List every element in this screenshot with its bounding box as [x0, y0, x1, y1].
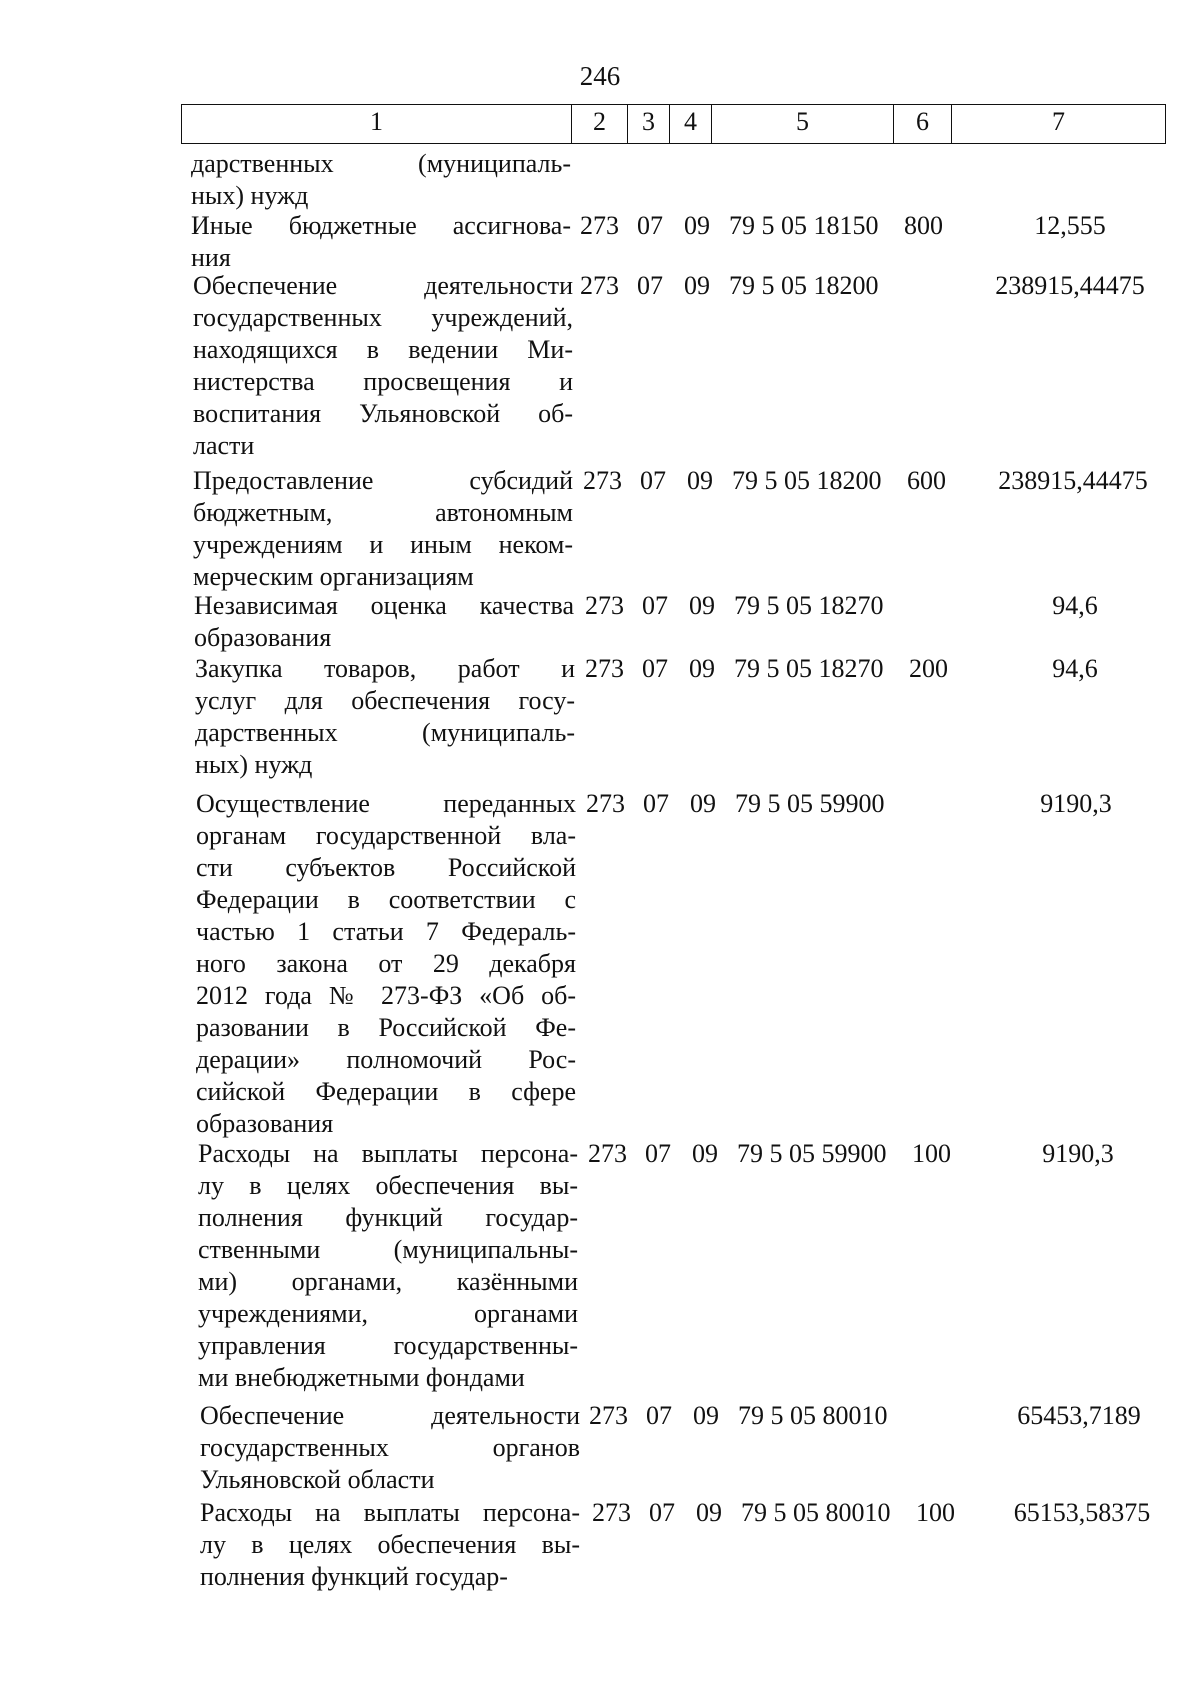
description-line: мерческим организациям: [193, 562, 474, 591]
cell-section-code: 07: [637, 211, 663, 240]
cell-section-code: 07: [649, 1498, 675, 1527]
cell-section-code: 07: [642, 591, 668, 620]
cell-ministry-code: 273: [580, 271, 619, 300]
description-line: 2012 года № 273-ФЗ «Об об-: [196, 981, 576, 1010]
cell-subsection-code: 09: [684, 271, 710, 300]
description-line: учреждениями, органами: [198, 1299, 578, 1328]
description-line: дарственных (муниципаль-: [191, 149, 571, 178]
cell-target-article: 79 5 05 18200: [732, 466, 882, 495]
description-line: Предоставление субсидий: [193, 466, 573, 495]
cell-subsection-code: 09: [687, 466, 713, 495]
description-line: дарственных (муниципаль-: [195, 718, 575, 747]
description-line: сти субъектов Российской: [196, 853, 576, 882]
description-line: образования: [196, 1109, 334, 1138]
cell-subsection-code: 09: [696, 1498, 722, 1527]
cell-target-article: 79 5 05 18200: [729, 271, 879, 300]
cell-target-article: 79 5 05 80010: [738, 1401, 888, 1430]
description-line: органам государственной вла-: [196, 821, 576, 850]
description-line: ных) нужд: [195, 750, 313, 779]
row-description: [196, 788, 576, 1140]
column-header-1: 1: [182, 105, 572, 144]
cell-expense-type: 800: [904, 211, 943, 240]
row-description: [200, 1400, 580, 1496]
row-description: [195, 653, 575, 781]
cell-amount: 94,6: [1052, 654, 1098, 683]
description-line: государственных органов: [200, 1433, 580, 1462]
cell-ministry-code: 273: [588, 1139, 627, 1168]
cell-ministry-code: 273: [592, 1498, 631, 1527]
description-line: Закупка товаров, работ и: [195, 654, 575, 683]
description-line: ми внебюджетными фондами: [198, 1363, 525, 1392]
description-line: Обеспечение деятельности: [193, 271, 573, 300]
row-description: [194, 590, 574, 654]
cell-expense-type: 600: [907, 466, 946, 495]
column-header-4: 4: [670, 105, 712, 144]
cell-target-article: 79 5 05 80010: [741, 1498, 891, 1527]
cell-subsection-code: 09: [692, 1139, 718, 1168]
row-description: [193, 465, 573, 593]
description-line: находящихся в ведении Ми-: [193, 335, 573, 364]
cell-section-code: 07: [637, 271, 663, 300]
cell-section-code: 07: [646, 1401, 672, 1430]
row-description: [200, 1497, 580, 1593]
cell-expense-type: 100: [916, 1498, 955, 1527]
description-line: учреждениям и иным неком-: [193, 530, 573, 559]
cell-section-code: 07: [640, 466, 666, 495]
cell-section-code: 07: [642, 654, 668, 683]
description-line: ми) органами, казёнными: [198, 1267, 578, 1296]
cell-amount: 12,555: [1034, 211, 1106, 240]
description-line: Федерации в соответствии с: [196, 885, 576, 914]
row-description: [191, 210, 571, 274]
cell-amount: 238915,44475: [995, 271, 1145, 300]
description-line: образования: [194, 623, 332, 652]
description-line: разовании в Российской Фе-: [196, 1013, 576, 1042]
column-header-5: 5: [712, 105, 894, 144]
description-line: ния: [191, 243, 231, 272]
cell-subsection-code: 09: [693, 1401, 719, 1430]
description-line: услуг для обеспечения госу-: [195, 686, 575, 715]
description-line: нистерства просвещения и: [193, 367, 573, 396]
description-line: Расходы на выплаты персона-: [200, 1498, 580, 1527]
description-line: полнения функций государ-: [200, 1562, 508, 1591]
column-header-3: 3: [628, 105, 670, 144]
description-line: воспитания Ульяновской об-: [193, 399, 573, 428]
column-header-6: 6: [894, 105, 952, 144]
cell-section-code: 07: [645, 1139, 671, 1168]
cell-ministry-code: 273: [583, 466, 622, 495]
cell-amount: 94,6: [1052, 591, 1098, 620]
cell-subsection-code: 09: [689, 591, 715, 620]
description-line: государственных учреждений,: [193, 303, 573, 332]
description-line: частью 1 статьи 7 Федераль-: [196, 917, 576, 946]
description-line: Обеспечение деятельности: [200, 1401, 580, 1430]
description-line: сийской Федерации в сфере: [196, 1077, 576, 1106]
cell-target-article: 79 5 05 18150: [729, 211, 879, 240]
cell-expense-type: 100: [912, 1139, 951, 1168]
cell-target-article: 79 5 05 59900: [735, 789, 885, 818]
description-line: лу в целях обеспечения вы-: [200, 1530, 580, 1559]
cell-ministry-code: 273: [585, 654, 624, 683]
cell-target-article: 79 5 05 18270: [734, 654, 884, 683]
description-line: ласти: [193, 431, 255, 460]
cell-subsection-code: 09: [689, 654, 715, 683]
row-description: [191, 148, 571, 212]
row-description: [198, 1138, 578, 1394]
row-description: [193, 270, 573, 462]
cell-subsection-code: 09: [690, 789, 716, 818]
cell-section-code: 07: [643, 789, 669, 818]
description-line: Расходы на выплаты персона-: [198, 1139, 578, 1168]
cell-amount: 65153,58375: [1013, 1498, 1151, 1527]
description-line: ного закона от 29 декабря: [196, 949, 576, 978]
description-line: Осуществление переданных: [196, 789, 576, 818]
description-line: дерации» полномочий Рос-: [196, 1045, 576, 1074]
cell-amount: 9190,3: [1040, 789, 1112, 818]
cell-amount: 9190,3: [1042, 1139, 1114, 1168]
page-number: 246: [579, 61, 621, 91]
cell-ministry-code: 273: [589, 1401, 628, 1430]
cell-ministry-code: 273: [585, 591, 624, 620]
cell-ministry-code: 273: [586, 789, 625, 818]
cell-amount: 238915,44475: [998, 466, 1148, 495]
description-line: лу в целях обеспечения вы-: [198, 1171, 578, 1200]
description-line: Иные бюджетные ассигнова-: [191, 211, 571, 240]
cell-ministry-code: 273: [580, 211, 619, 240]
description-line: управления государственны-: [198, 1331, 578, 1360]
description-line: Ульяновской области: [200, 1465, 435, 1494]
description-line: бюджетным, автономным: [193, 498, 573, 527]
cell-amount: 65453,7189: [1017, 1401, 1141, 1430]
description-line: ственными (муниципальны-: [198, 1235, 578, 1264]
description-line: Независимая оценка качества: [194, 591, 574, 620]
cell-target-article: 79 5 05 59900: [737, 1139, 887, 1168]
cell-expense-type: 200: [909, 654, 948, 683]
description-line: полнения функций государ-: [198, 1203, 578, 1232]
cell-subsection-code: 09: [684, 211, 710, 240]
column-header-7: 7: [952, 105, 1166, 144]
cell-target-article: 79 5 05 18270: [734, 591, 884, 620]
column-header-2: 2: [572, 105, 628, 144]
description-line: ных) нужд: [191, 181, 309, 210]
